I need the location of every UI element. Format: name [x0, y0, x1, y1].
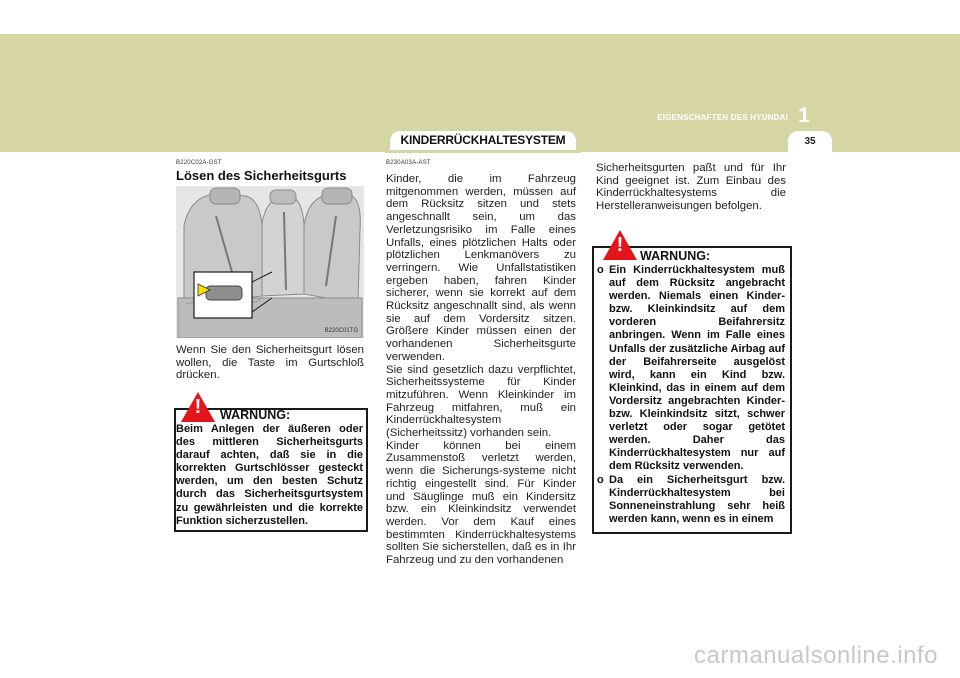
section-code-middle: B230A03A-AST [386, 160, 431, 166]
right-body-text: Sicherheitsgurten paßt und für Ihr Kind geeignet ist. Zum Einbau des Kinderrückhaltesystems die Herstelleranweisungen befolgen. [596, 162, 786, 213]
rear-seat-illustration [176, 186, 364, 338]
chapter-number: 1 [798, 104, 810, 127]
watermark: carmanualsonline.info [694, 642, 938, 669]
middle-body [386, 173, 576, 567]
page-number: 35 [804, 136, 816, 147]
paragraph: Kinder können bei einem Zusammenstoß verletzt werden, wenn die Sicherungs-systeme nicht richtig eingestellt sind. Für Kinder und Säuglinge muß ein Kindersitz bzw. ein Kleinkindsitz verwendet werden. Vor dem Kauf eines bestimmten Kinderrückhaltesystems sollten Sie sicherstellen, daß es in Ihr Fahrzeug und zu den vorhandenen [386, 439, 576, 567]
figure-code: B220C01TG [324, 328, 358, 334]
list-item-text: Ein Kinderrückhaltesystem muß auf dem Rücksitz angebracht werden. Niemals einen Kinder- bzw. Kleinkindsitz auf dem vorderen Beifahrersitz anbringen. Wenn im Falle eines Unfalls der zusätzliche Airbag auf der Beifahrerseite ausgelöst wird, kann ein Kind bzw. Kleinkind, das in einem auf dem Vordersitz angebrachten Kinder- bzw. Kleinkindsitz sitzt, schwer verletzt oder sogar getötet werden. Daher das Kinderrückhaltesystem nur auf dem Rücksitz verwenden. [609, 264, 785, 473]
exclamation-icon: ! [194, 396, 202, 418]
warning-title-right: WARNUNG: [640, 249, 711, 263]
list-item [597, 474, 785, 526]
paragraph: Kinder, die im Fahrzeug mitgenommen werden, müssen auf dem Rücksitz sitzen und stets angeschnallt sein, um das Verletzungsrisiko im Falle eines Unfalls, eines plötzlichen Halts oder plötzlichen Lenkmanövers zu verringern. Wie Unfallstatistiken ergeben haben, fahren Kinder sicherer, wenn sie korrekt auf dem Rücksitz angeschnallt sind, als wenn sie auf dem Vordersitz sitzen. Größere Kinder müssen einen der vorhandenen Sicherheitsgurte verwenden. [386, 173, 576, 363]
warning-title-left: WARNUNG: [220, 408, 291, 422]
section-code: B220C02A-GST [176, 160, 222, 166]
warning-text-left: Beim Anlegen der äußeren oder des mittleren Sicherheitsgurts darauf achten, daß sie in die korrekten Gurtschlösser gesteckt werden, um den besten Schutz durch das Sicherheitsgurtsystem zu gewährleisten und die korrekte Funktion sicherzustellen. [176, 423, 363, 527]
rear-seat-figure [176, 186, 364, 338]
paragraph: Sie sind gesetzlich dazu verpflichtet, Sicherheitssysteme für Kinder mitzuführen. Wenn Kleinkinder im Fahrzeug mitfahren, muß ein Kinderrückhaltesystem (Sicherheitssitz) vorhanden sein. [386, 363, 576, 440]
exclamation-icon: ! [616, 234, 624, 256]
middle-column [386, 160, 576, 567]
left-column [176, 160, 366, 183]
section-heading: Lösen des Sicherheitsgurts [176, 168, 347, 183]
warning-text-right [597, 264, 785, 526]
section-title: KINDERRÜCKHALTESYSTEM [390, 131, 576, 150]
bullet: o [597, 473, 604, 486]
bullet: o [597, 264, 604, 276]
left-body-text: Wenn Sie den Sicherheitsgurt lösen wollen, die Taste im Gurtschloß drücken. [176, 344, 364, 382]
chapter-title: EIGENSCHAFTEN DES HYUNDAI [657, 113, 788, 122]
list-item-text: Da ein Sicherheitsgurt bzw. Kinderrückhaltesystem bei Sonneneinstrahlung sehr heiß werden kann, wenn es in einem [609, 473, 785, 525]
list-item [597, 264, 785, 474]
